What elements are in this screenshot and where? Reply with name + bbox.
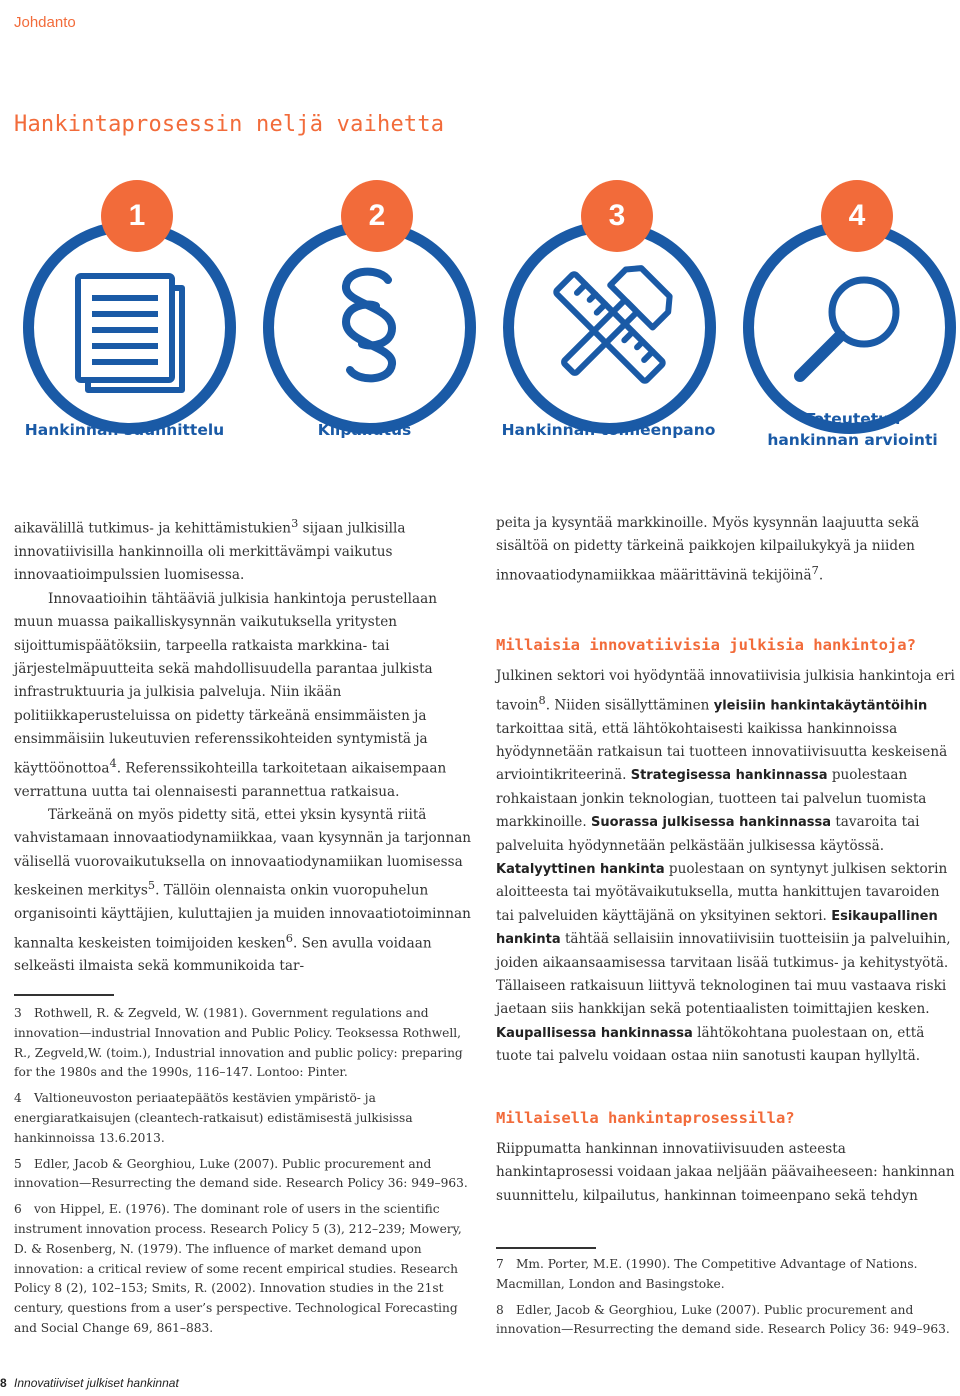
footnote-ref: 6 — [285, 930, 293, 945]
text: Innovaatioihin tähtääviä julkisia hankintoja perustellaan muun muassa paikalliskysynnän vaikutuksella yritysten sijoittumispäätöksiin, tarpeella ratkaista markkina- tai järjestelmäpuutteita sekä mahdollisuudella parantaa julkista infrastruktuuria ja julkisia palveluja. Niin ikään politiikkaperusteluissa on pidetty tärkeänä ensimmäisten ja ensimmäisiin lukeutuvien referenssikohteiden syntymistä ja käyttöönottoa — [14, 590, 437, 777]
tools-icon — [502, 220, 717, 435]
subheading: Millaisia innovatiivisia julkisia hankintoja? — [496, 635, 916, 654]
text: tähtää sellaisiin innovatiivisiin tuotteisiin ja palveluihin, joiden aikaansaamisessa tarvitaan lisää tutkimus- ja kehitystyötä. Tällaiseen ratkaisuun liittyvä teknologinen tai muu vastaava riski jaetaan siis hankkijan sekä potentiaalisten toimittajien kesken. — [496, 931, 951, 1018]
text: puolestaan on syntynyt julkisen sektorin aloitteesta tai myötävaikutuksella, mutta hankittujen tavaroiden tai palveluiden käyttäjänä on yksityinen sektori. — [496, 860, 948, 924]
footnote-rule — [496, 1247, 596, 1249]
footnote: 5 Edler, Jacob & Georghiou, Luke (2007). Public procurement and innovation—Resurrecting the demand side. Research Policy 36: 949–963. — [14, 1156, 468, 1191]
text: aikavälillä tutkimus- ja kehittämistukien — [14, 520, 292, 537]
subheading: Millaisella hankintaprosessilla? — [496, 1108, 795, 1127]
footnote-ref: 4 — [109, 755, 117, 770]
bold-term: yleisiin hankintakäytäntöihin — [713, 698, 928, 714]
magnifier-icon — [742, 220, 957, 435]
left-column — [14, 512, 476, 979]
bold-term: Suorassa julkisessa hankinnassa — [590, 815, 832, 831]
page-number: 8 — [0, 1376, 7, 1390]
page-footer — [0, 1376, 179, 1390]
publication-title: Innovatiiviset julkiset hankinnat — [14, 1376, 179, 1390]
text: Tärkeänä on myös pidetty sitä, ettei yksin kysyntä riitä vahvistamaan innovaatiodynamiikkaa, vaan kysynnän ja tarjonnan välisellä vuorovaikutuksella on innovaatiodynamiikan luomisessa keskeinen merkitys — [14, 806, 472, 899]
section-label: Johdanto — [14, 14, 76, 31]
text: Julkinen sektori voi hyödyntää innovatiivisia julkisia hankintoja eri tavoin — [496, 668, 955, 714]
paragraph — [14, 588, 476, 804]
page-title: Hankintaprosessin neljä vaihetta — [14, 112, 445, 137]
text: tarkoittaa sitä, että lähtökohtaisesti kaikissa hankinnoissa hyödynnetään ratkaisun tai tuotteen innovatiivisuutta keskeisenä arviointikriteerinä. — [496, 720, 948, 784]
footnote: 3 Rothwell, R. & Zegveld, W. (1981). Government regulations and innovation—industrial Innovation and Public Policy. Teoksessa Rothwell, R., Zegveld,W. (toim.), Industrial innovation and public policy: preparing for the 1980s and the 1990s, 116–147. Lontoo: Pinter. — [14, 1006, 463, 1080]
step-label-4 — [740, 409, 960, 451]
bold-term: Katalyyttinen hankinta — [496, 861, 665, 877]
step-label-2: Kilpailutus — [317, 421, 412, 439]
step-label-1: Hankinnan suunnittelu — [24, 421, 225, 439]
footnote-rule — [14, 994, 114, 996]
text: puolestaan rohkaistaan jonkin teknologian, tuotteen tai palvelun tuomista markkinoille. — [496, 767, 927, 831]
paragraph — [14, 804, 476, 979]
step-number-badge: 2 — [341, 180, 413, 252]
footnote: 6 von Hippel, E. (1976). The dominant role of users in the scientific instrument innovation process. Research Policy 5 (3), 212–239; Mowery, D. & Rosenberg, N. (1979). The influence of market demand upon innovation: a critical review of some recent empirical studies. Research Policy 8 (2), 102–153; Smits, R. (2002). Innovation studies in the 21st century, questions from a user’s perspective. Technological Forecasting and Social Change 69, 861–883. — [14, 1202, 462, 1335]
step-number-badge: 4 — [821, 180, 893, 252]
text: lähtökohtana puolestaan on, että tuote tai palvelu voidaan ostaa niin sanotusti kaupan hyllyltä. — [496, 1024, 925, 1065]
text: sijaan julkisilla innovatiivisilla hankinnoilla oli merkittävämpi vaikutus innovaatioimpulssien luomisessa. — [14, 520, 406, 584]
paragraph — [496, 665, 958, 1068]
bold-term: Strategisessa hankinnassa — [630, 768, 828, 784]
paragraph — [14, 512, 476, 588]
footnote-ref: 3 — [291, 516, 299, 530]
bold-term: Esikaupallinen hankinta — [496, 908, 938, 948]
step-number-badge: 3 — [581, 180, 653, 252]
footnote-ref: 5 — [147, 878, 156, 893]
text: . Niiden sisällyttäminen — [545, 697, 714, 714]
section-sign-icon — [262, 220, 477, 435]
right-column — [496, 512, 958, 1208]
step-number-badge: 1 — [101, 180, 173, 252]
left-footnotes — [14, 1004, 476, 1345]
text: tavaroita tai palveluita hyödynnetään pelkästään julkisessa käytössä. — [496, 814, 920, 854]
paragraph: Riippumatta hankinnan innovatiivisuuden asteesta hankintaprosessi voidaan jakaa neljään päävaiheeseen: hankinnan suunnittelu, kilpailutus, hankinnan toimeenpano sekä tehdyn — [496, 1141, 955, 1204]
footnote-ref: 8 — [538, 692, 546, 707]
right-footnotes — [496, 1255, 958, 1346]
footnote: 8 Edler, Jacob & Georghiou, Luke (2007). Public procurement and innovation—Resurrecting the demand side. Research Policy 36: 949–963. — [496, 1302, 950, 1337]
text: . Sen avulla voidaan selkeästi ilmaista sekä kommunikoida tar- — [14, 935, 432, 975]
text: . Referenssikohteilla tarkoitetaan aikaisempaan verrattuna uutta tai olennaisesti parannettua ratkaisua. — [14, 760, 447, 800]
text: . Tällöin olennaista onkin vuoropuhelun organisointi käyttäjien, kuluttajien ja muiden innovaatiotoiminnan kannalta keskeisten toimijoiden kesken — [14, 882, 471, 952]
paragraph — [496, 512, 958, 588]
footnote: 7 Mm. Porter, M.E. (1990). The Competitive Advantage of Nations. Macmillan, London and Basingstoke. — [496, 1257, 918, 1291]
text: . — [818, 567, 824, 584]
step-label-4-line2: hankinnan arviointi — [767, 431, 938, 449]
text: peita ja kysyntää markkinoille. Myös kysynnän laajuutta sekä sisältöä on pidetty tärkeinä paikkojen kilpailukykyä ja niiden innovaatiodynamiikkaa määrittävinä tekijöinä — [496, 515, 920, 584]
step-label-4-line1: Toteutetun — [804, 410, 901, 428]
footnote-ref: 7 — [811, 562, 819, 577]
bold-term: Kaupallisessa hankinnassa — [496, 1025, 693, 1041]
footnote: 4 Valtioneuvoston periaatepäätös kestävien ympäristö- ja energiaratkaisujen (cleantech-ratkaisut) edistämisestä julkisissa hankinnoissa 13.6.2013. — [14, 1091, 413, 1145]
step-label-3: Hankinnan toimeenpano — [501, 421, 716, 439]
document-icon — [22, 220, 237, 435]
